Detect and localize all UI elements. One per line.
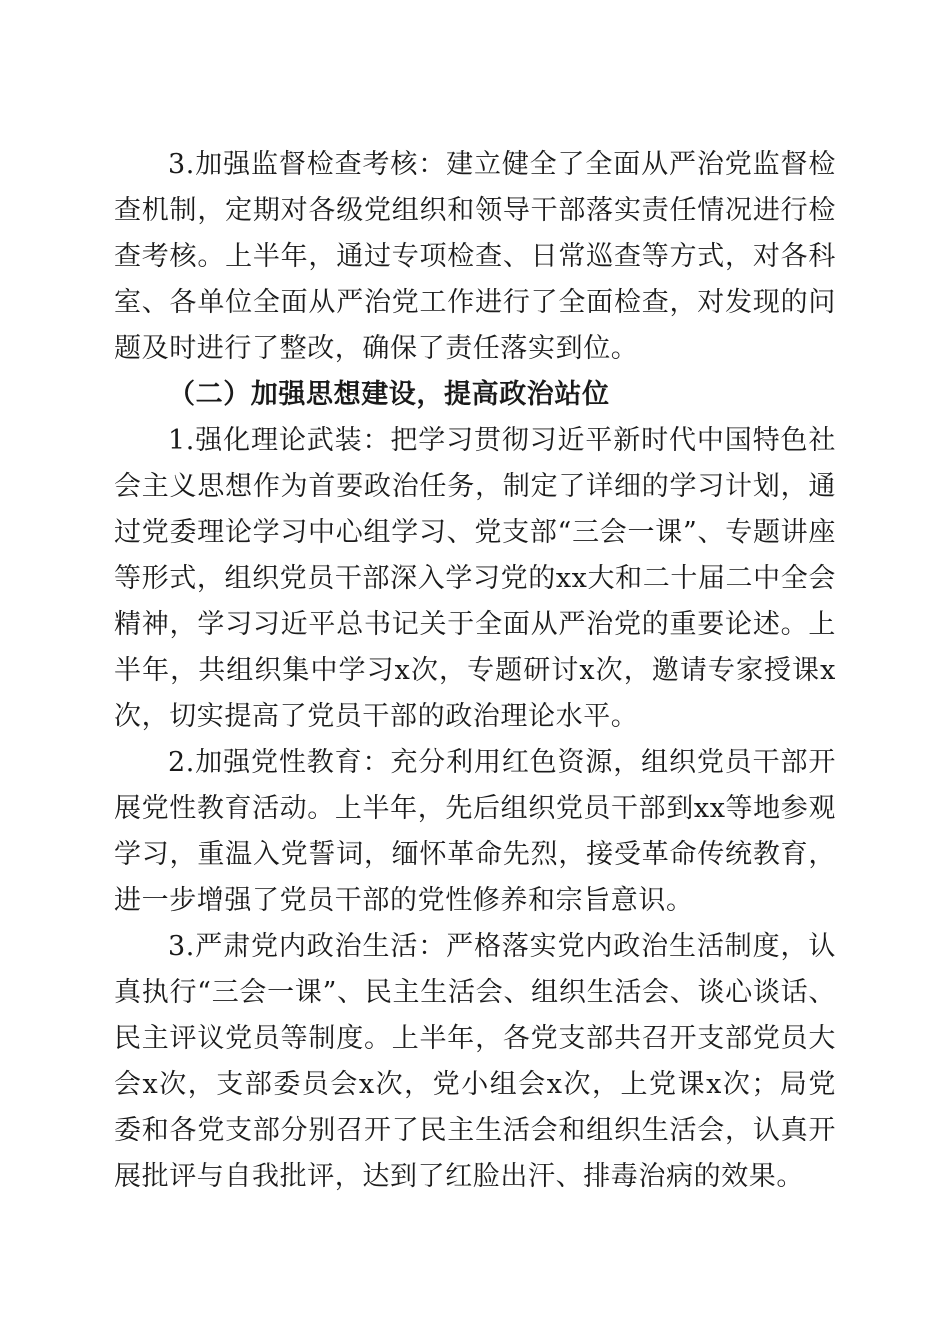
paragraph-party-spirit-education: 2.加强党性教育：充分利用红色资源，组织党员干部开展党性教育活动。上半年，先后组织党员干部到xx等地参观学习，重温入党誓词，缅怀革命先烈，接受革命传统教育，进一步增强了党员干部的党性修养和宗旨意识。: [114, 747, 836, 916]
paragraph-political-life: 3.严肃党内政治生活：严格落实党内政治生活制度，认真执行“三会一课”、民主生活会、组织生活会、谈心谈话、民主评议党员等制度。上半年，各党支部共召开支部党员大会x次，支部委员会x次，党小组会x次，上党课x次；局党委和各党支部分别召开了民主生活会和组织生活会，认真开展批评与自我批评，达到了红脸出汗、排毒治病的效果。: [114, 931, 836, 1192]
paragraph-theory-study: 1.强化理论武装：把学习贯彻习近平新时代中国特色社会主义思想作为首要政治任务，制定了详细的学习计划，通过党委理论学习中心组学习、党支部“三会一课”、专题讲座等形式，组织党员干部深入学习党的xx大和二十届二中全会精神，学习习近平总书记关于全面从严治党的重要论述。上半年，共组织集中学习x次，专题研讨x次，邀请专家授课x次，切实提高了党员干部的政治理论水平。: [114, 425, 836, 732]
section-heading-ideological-building: （二）加强思想建设，提高政治站位: [168, 379, 610, 410]
paragraph-supervision-inspection: 3.加强监督检查考核：建立健全了全面从严治党监督检查机制，定期对各级党组织和领导干部落实责任情况进行检查考核。上半年，通过专项检查、日常巡查等方式，对各科室、各单位全面从严治党工作进行了全面检查，对发现的问题及时进行了整改，确保了责任落实到位。: [114, 149, 836, 364]
document-body: [114, 142, 836, 1200]
